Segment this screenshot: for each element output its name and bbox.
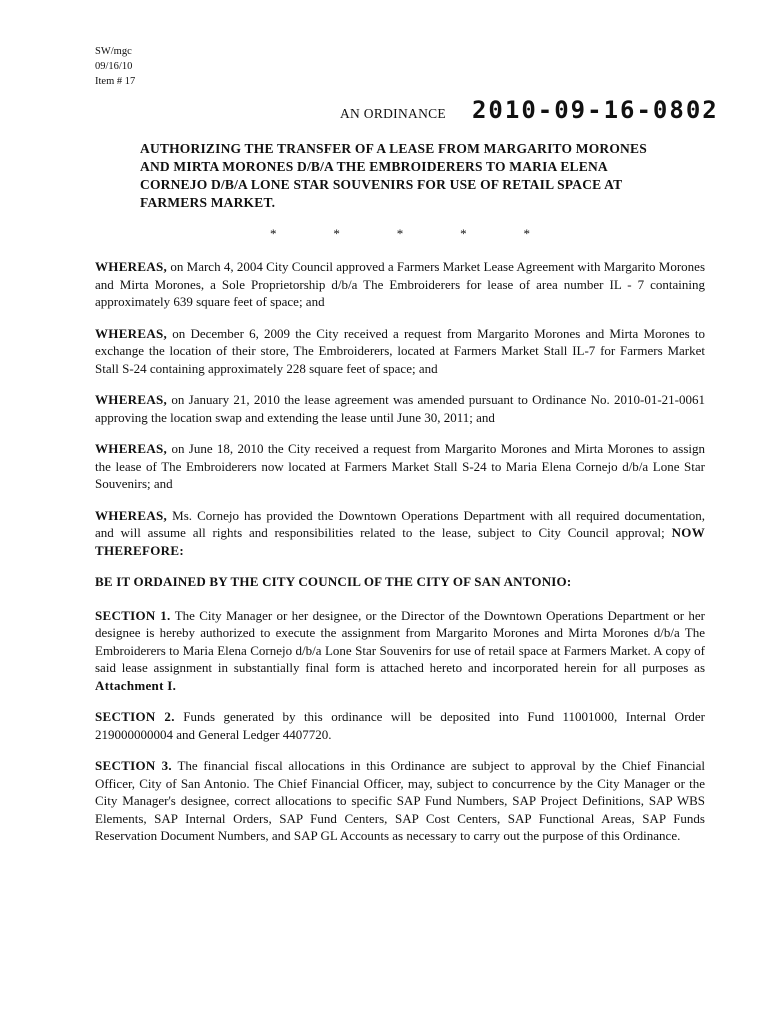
resolution-heading: BE IT ORDAINED BY THE CITY COUNCIL OF THE CITY OF SAN ANTONIO:: [95, 574, 572, 589]
whereas-text: on March 4, 2004 City Council approved a Farmers Market Lease Agreement with Margarito Morones and Mirta Morones, a Sole Proprietorship d/b/a The Embroiderers for lease of area number IL - 7 containing approximately 639 square feet of space; and: [95, 259, 705, 309]
whereas-keyword: WHEREAS,: [95, 325, 168, 341]
section-3: [95, 757, 705, 845]
whereas-clause-4: [95, 440, 705, 493]
section-text: The City Manager or her designee, or the Director of the Downtown Operations Department or her designee is hereby authorized to execute the assignment from Margarito Morones and Mirta Morones d/b/a The Embroiderers to Maria Elena Cornejo d/b/a Lone Star Souvenirs for use of retail space at Farmers Market. A copy of said lease assignment in substantially final form is attached hereto and incorporated herein for all purposes as: [95, 607, 705, 675]
whereas-keyword: WHEREAS,: [95, 441, 168, 456]
ordinance-heading: [340, 96, 719, 124]
whereas-text: on January 21, 2010 the lease agreement was amended pursuant to Ordinance No. 2010-01-21-0061 approving the location swap and extending the lease until June 30, 2011; and: [95, 392, 705, 425]
separator-star: *: [270, 226, 277, 241]
section-1: [95, 607, 705, 695]
whereas-clause-5: [95, 507, 705, 560]
separator-star: *: [523, 226, 530, 241]
whereas-clause-1: [95, 258, 705, 311]
ordinance-number: 2010-09-16-0802: [471, 96, 719, 124]
ordinance-body: [95, 258, 705, 859]
section-label: SECTION 3.: [95, 758, 172, 773]
section-label: SECTION 1.: [95, 607, 171, 623]
header-meta: [95, 44, 135, 89]
ordinance-label: AN ORDINANCE: [340, 106, 446, 121]
whereas-text: Ms. Cornejo has provided the Downtown Operations Department with all required documentation, and will assume all rights and responsibilities related to the lease, subject to City Council approval;: [95, 507, 705, 540]
section-text: Funds generated by this ordinance will be deposited into Fund 11001000, Internal Order 219000000004 and General Ledger 4407720.: [95, 709, 705, 742]
separator-star: *: [333, 226, 340, 241]
whereas-keyword: WHEREAS,: [95, 259, 168, 274]
whereas-clause-2: [95, 325, 705, 378]
separator-stars: [270, 226, 530, 242]
whereas-keyword: WHEREAS,: [95, 507, 168, 523]
section-label: SECTION 2.: [95, 709, 175, 724]
item-number: Item # 17: [95, 76, 136, 87]
whereas-keyword: WHEREAS,: [95, 392, 168, 407]
separator-star: *: [460, 226, 467, 241]
whereas-text: on December 6, 2009 the City received a request from Margarito Morones and Mirta Morones to exchange the location of their store, The Embroiderers, located at Farmers Market Stall IL-7 for Farmers Market Stall S-24 containing approximately 228 square feet of space; and: [95, 325, 705, 376]
whereas-text: on June 18, 2010 the City received a request from Margarito Morones and Mirta Morones to assign the lease of The Embroiderers now located at Farmers Market Stall S-24 to Maria Elena Cornejo d/b/a Lone Star Souvenirs; and: [95, 441, 705, 491]
attachment-reference: Attachment I.: [95, 677, 177, 693]
section-text: The financial fiscal allocations in this Ordinance are subject to approval by the Chief Financial Officer, City of San Antonio. The Chief Financial Officer, may, subject to concurrence by the City Manager or the City Manager's designee, correct allocations to specific SAP Fund Numbers, SAP Project Definitions, SAP WBS Elements, SAP Internal Orders, SAP Fund Centers, SAP Cost Centers, SAP Functional Areas, SAP Funds Reservation Document Numbers, and SAP GL Accounts as necessary to carry out the purpose of this Ordinance.: [95, 758, 705, 843]
author-initials: SW/mgc: [95, 46, 132, 57]
now-therefore: NOW THEREFORE:: [95, 525, 705, 558]
ordinance-title: AUTHORIZING THE TRANSFER OF A LEASE FROM MARGARITO MORONES AND MIRTA MORONES D/B/A THE EMBROIDERERS TO MARIA ELENA CORNEJO D/B/A LONE STAR SOUVENIRS FOR USE OF RETAIL SPACE AT FARMERS MARKET.: [140, 141, 647, 210]
section-2: [95, 708, 705, 743]
header-date: 09/16/10: [95, 61, 133, 72]
separator-star: *: [396, 226, 404, 241]
whereas-clause-3: [95, 391, 705, 426]
